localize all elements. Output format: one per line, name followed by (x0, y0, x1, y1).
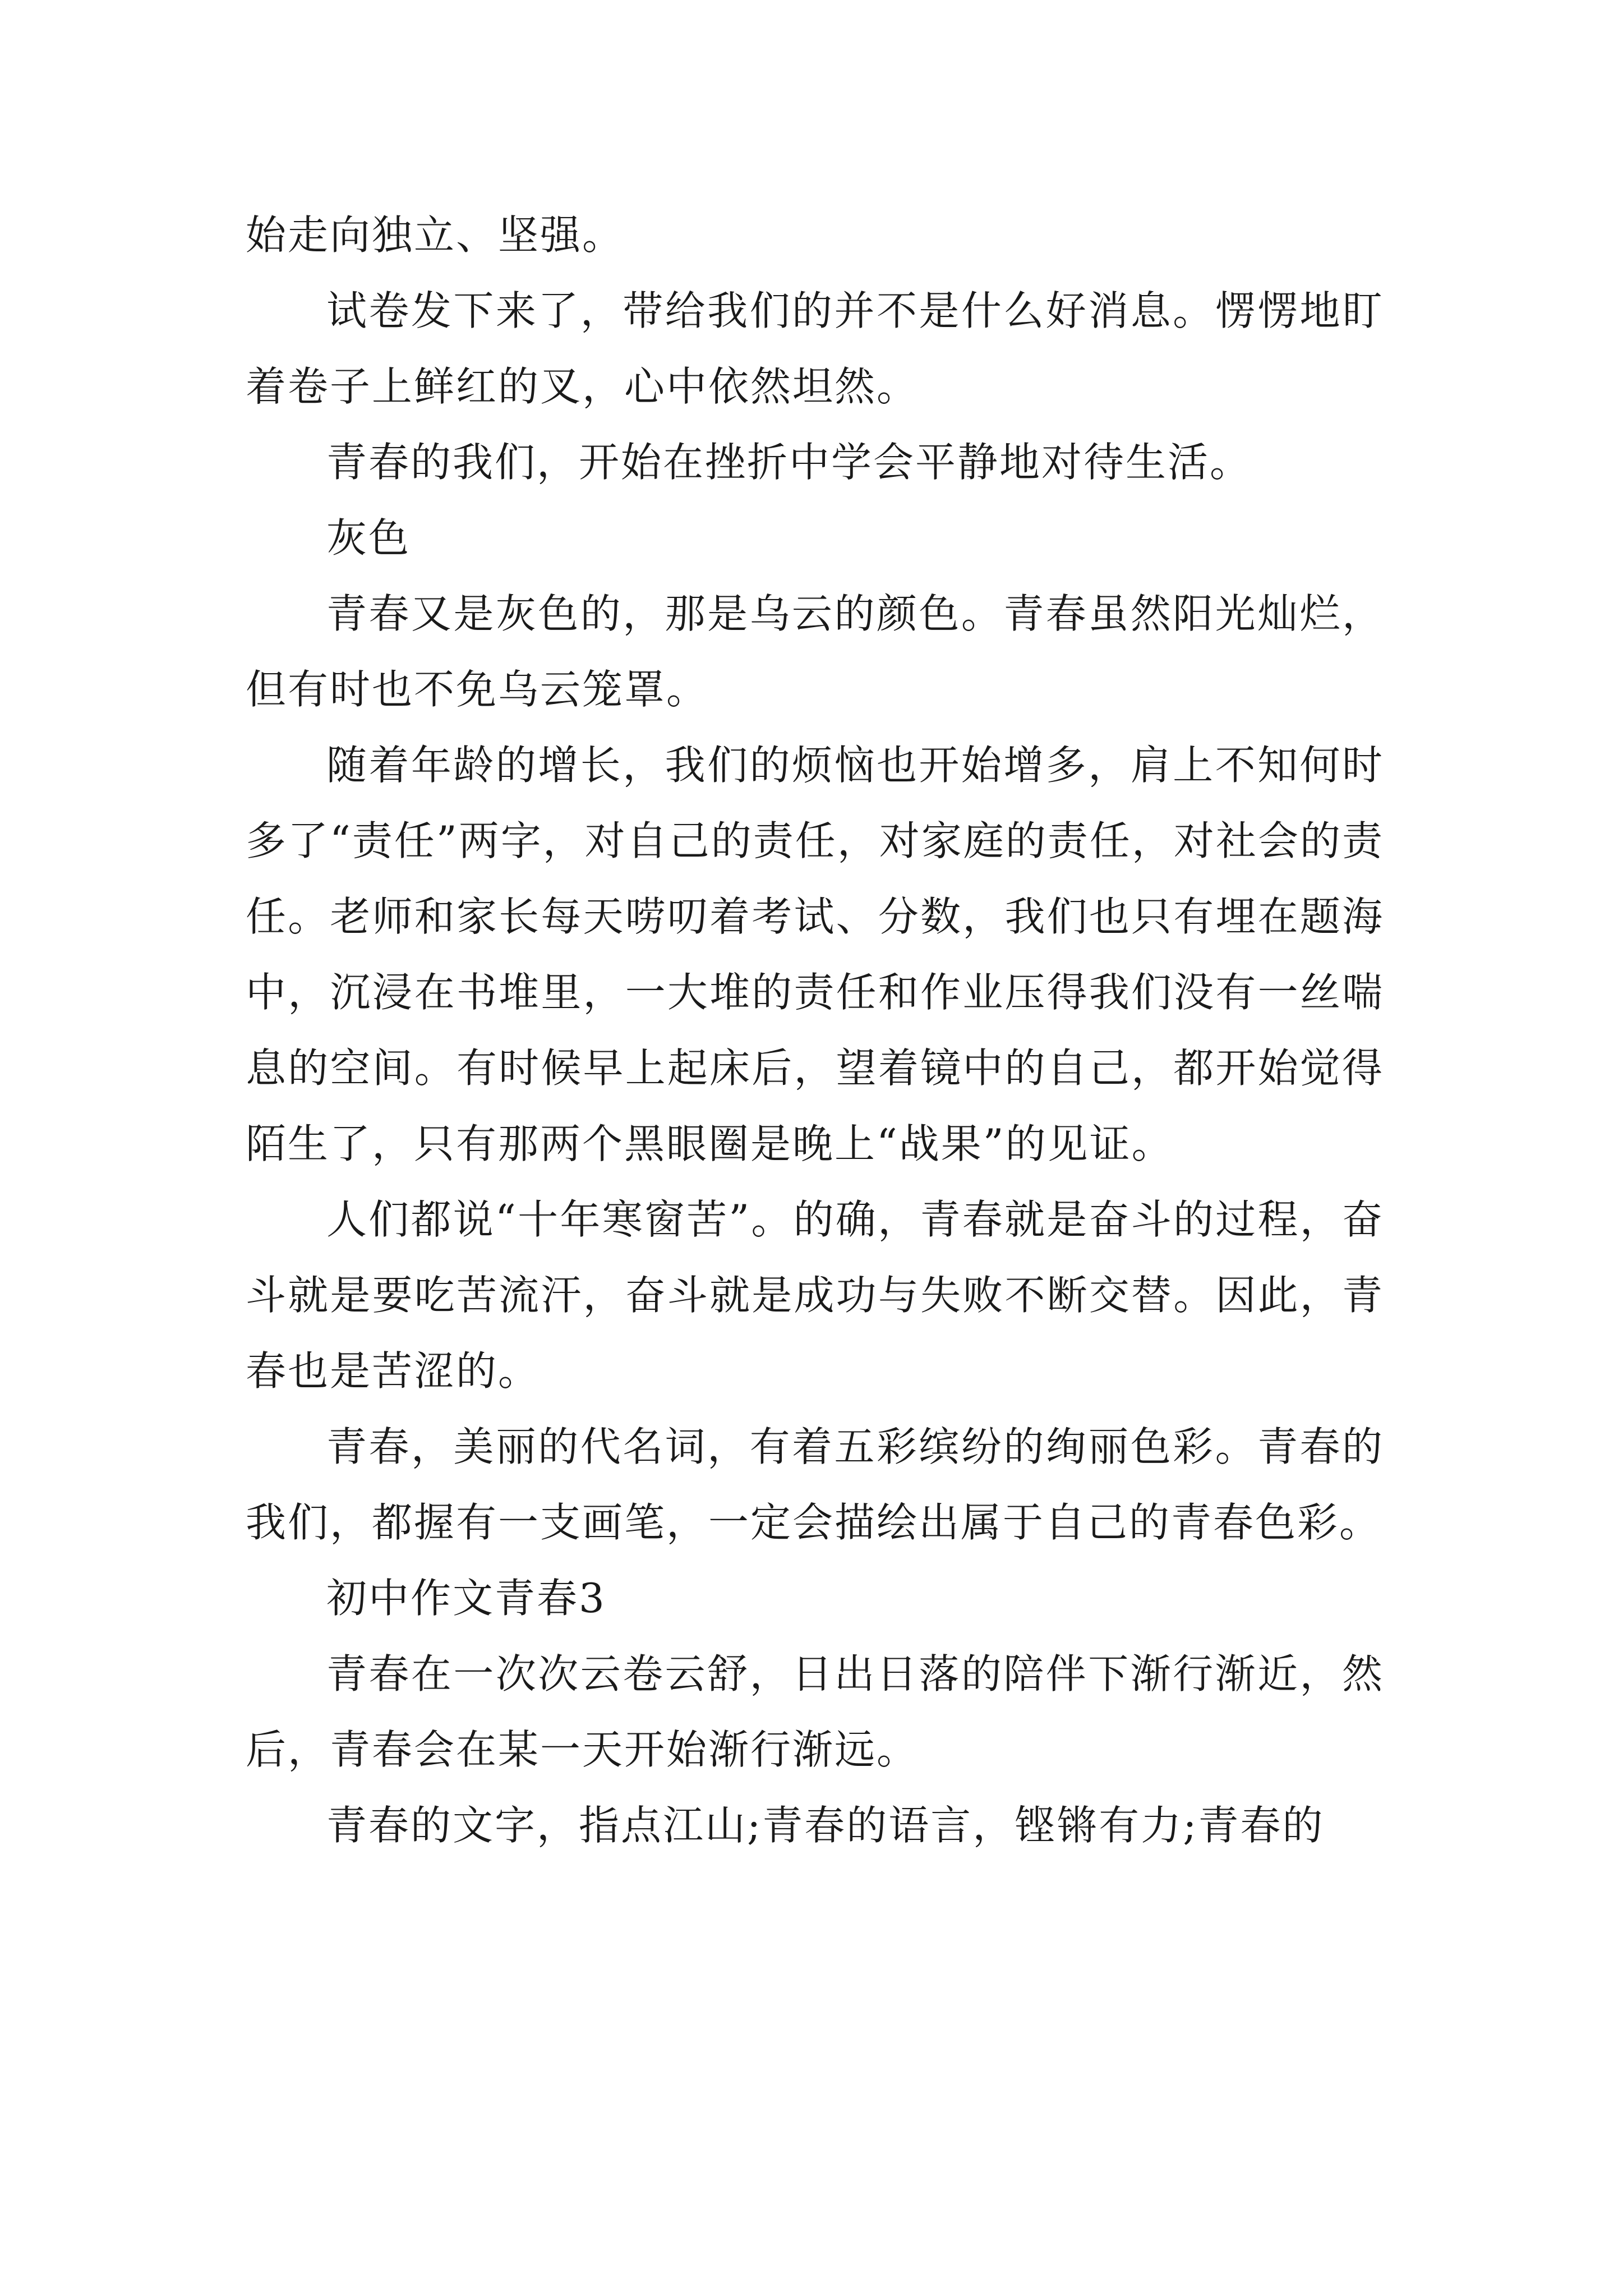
paragraph: 青春，美丽的代名词，有着五彩缤纷的绚丽色彩。青春的我们，都握有一支画笔，一定会描绘出属于自己的青春色彩。 (246, 1423, 1384, 1546)
paragraph: 青春又是灰色的，那是乌云的颜色。青春虽然阳光灿烂，但有时也不免乌云笼罩。 (246, 590, 1384, 713)
paragraph: 试卷发下来了，带给我们的并不是什么好消息。愣愣地盯着卷子上鲜红的叉，心中依然坦然。 (246, 287, 1384, 410)
paragraph: 青春的文字，指点江山;青春的语言，铿锵有力;青春的 (326, 1802, 1325, 1849)
paragraph: 青春的我们，开始在挫折中学会平静地对待生活。 (326, 439, 1252, 486)
document-body (246, 197, 1384, 1864)
paragraph: 始走向独立、坚强。 (246, 211, 625, 259)
paragraph: 随着年龄的增长，我们的烦恼也开始增多，肩上不知何时多了“责任”两字，对自己的责任，对家庭的责任，对社会的责任。老师和家长每天唠叨着考试、分数，我们也只有埋在题海中，沉浸在书堆里，一大堆的责任和作业压得我们没有一丝喘息的空间。有时候早上起床后，望着镜中的自己，都开始觉得陌生了，只有那两个黑眼圈是晚上“战果”的见证。 (246, 742, 1384, 1167)
paragraph: 青春在一次次云卷云舒，日出日落的陪伴下渐行渐近，然后，青春会在某一天开始渐行渐远。 (246, 1650, 1384, 1773)
essay-title: 初中作文青春3 (326, 1575, 606, 1622)
section-heading: 灰色 (326, 514, 411, 562)
paragraph: 人们都说“十年寒窗苦”。的确，青春就是奋斗的过程，奋斗就是要吃苦流汗，奋斗就是成功与失败不断交替。因此，青春也是苦涩的。 (246, 1196, 1384, 1395)
